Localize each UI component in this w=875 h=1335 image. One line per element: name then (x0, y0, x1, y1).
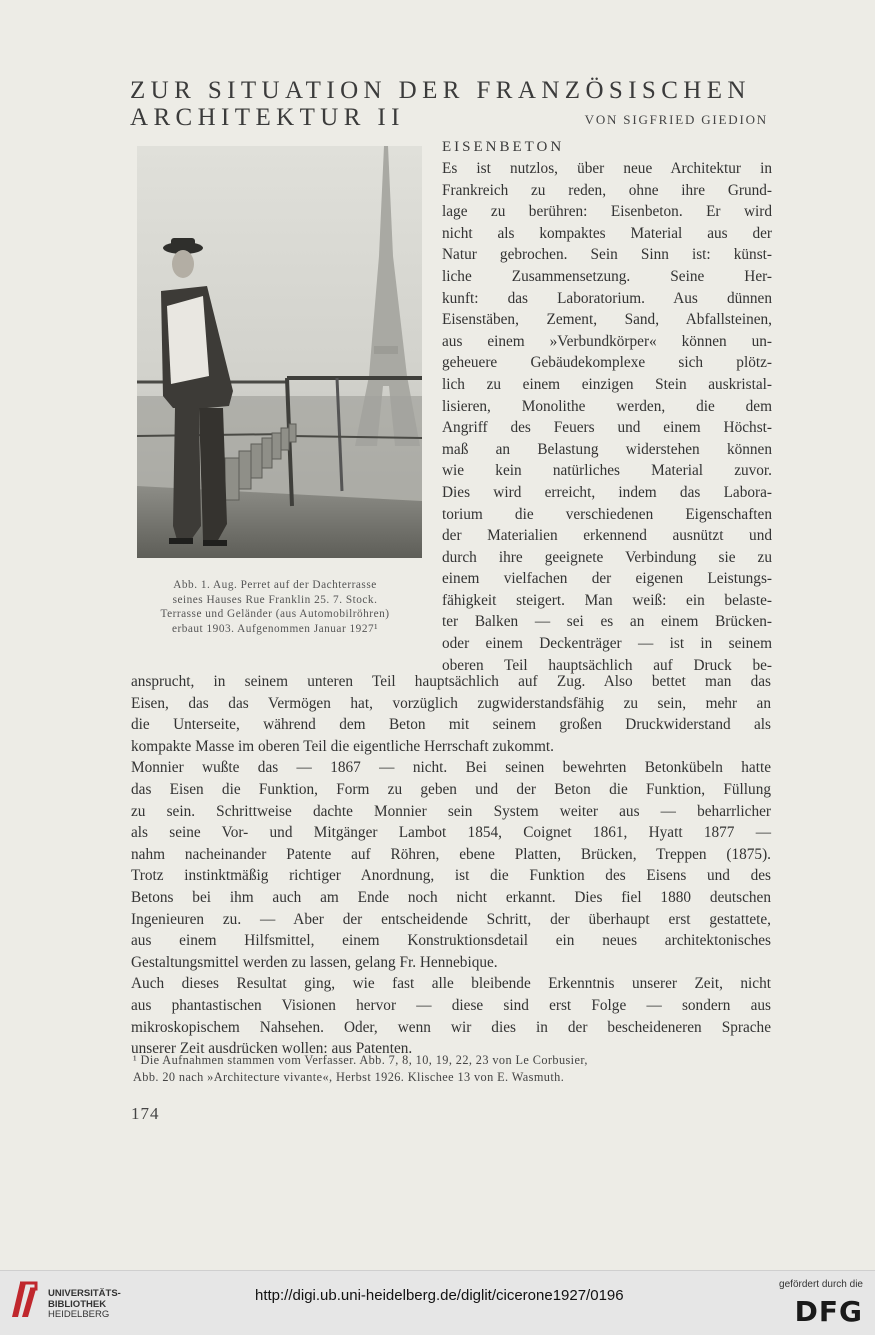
text-line: lage zu berühren: Eisenbeton. Er wird (442, 203, 772, 221)
text-line: Frankreich zu reden, ohne ihre Grund- (442, 181, 772, 199)
text-line: Gestaltungsmittel werden zu lassen, gelang Fr. Hennebique. (131, 953, 498, 971)
footnote-line: ¹ Die Aufnahmen stammen vom Verfasser. Abb. 7, 8, 10, 19, 22, 23 von Le Corbusier, (133, 1053, 588, 1067)
text-line: ansprucht, in seinem unteren Teil hauptsächlich auf Zug. Also bettet man das (131, 673, 771, 690)
section-heading: EISENBETON (442, 139, 565, 155)
text-line: Natur gebrochen. Sein Sinn ist: künst- (442, 246, 772, 264)
footnote (133, 1052, 773, 1085)
library-name-line2: BIBLIOTHEK (48, 1298, 107, 1310)
permalink-url[interactable]: http://digi.ub.uni-heidelberg.de/diglit/cicerone1927/0196 (255, 1287, 624, 1304)
text-line: Eisen, das das Vermögen hat, vorzüglich zugwiderstandsfähig zu sein, mehr an (131, 694, 771, 712)
text-line: der Materialien erkennend ausnützt und (442, 527, 772, 545)
text-line: aus einem »Verbundkörper« können un- (442, 332, 772, 350)
photo-perret-rooftop (137, 146, 422, 558)
caption-line: Terrasse und Geländer (aus Automobilröhren) (160, 608, 390, 621)
text-line: lich zu einem einzigen Stein auskristal- (442, 375, 772, 393)
text-line: maß an Belastung widerstehen können (442, 440, 772, 458)
right-column-text (442, 138, 772, 676)
text-line: einem vielfachen der eigenen Leistungs- (442, 570, 772, 588)
text-line: unserer Zeit ausdrücken wollen: aus Patenten. (131, 1040, 413, 1058)
text-line: ter Balken — sei es an einem Brücken- (442, 613, 772, 631)
university-library-logo-icon[interactable] (10, 1279, 40, 1319)
text-line: Dies wird erreicht, indem das Labora- (442, 483, 772, 501)
figure-caption (120, 578, 430, 636)
funding-label: gefördert durch die (779, 1279, 863, 1290)
text-line: kompakte Masse im oberen Teil die eigentliche Herrschaft zukommt. (131, 737, 555, 755)
text-line: aus phantastischen Visionen hervor — diese sind erst Folge — sondern aus (131, 996, 771, 1014)
article-title-line2: ARCHITEKTUR II (130, 104, 405, 131)
full-width-text (131, 671, 771, 1060)
text-line: durch ihre geeignete Verbindung sie zu (442, 548, 772, 566)
text-line: aus einem Hilfsmittel, einem Konstruktionsdetail ein neues architektonisches (131, 932, 771, 950)
text-line: mikroskopischem Nahsehen. Oder, wenn wir dies in der bescheideneren Sprache (131, 1018, 771, 1036)
library-name-line1: UNIVERSITÄTS- (48, 1288, 121, 1299)
article-title-line1: ZUR SITUATION DER FRANZÖSISCHEN (130, 77, 751, 104)
text-line: Eisenstäben, Zement, Sand, Abfallsteinen, (442, 311, 772, 329)
text-line: oberen Teil hauptsächlich auf Druck be- (442, 656, 772, 674)
text-line: Monnier wußte das — 1867 — nicht. Bei seinen bewehrten Betonkübeln hatte (131, 759, 771, 777)
caption-line: Abb. 1. Aug. Perret auf der Dachterrasse (173, 579, 377, 591)
text-line: Es ist nutzlos, über neue Architektur in (442, 160, 772, 177)
footnote-line: Abb. 20 nach »Architecture vivante«, Herbst 1926. Klischee 13 von E. Wasmuth. (133, 1069, 565, 1084)
text-line: liche Zusammensetzung. Seine Her- (442, 267, 772, 285)
text-line: kunft: das Laboratorium. Aus dünnen (442, 289, 772, 307)
text-line: Angriff des Feuers und einem Höchst- (442, 419, 772, 437)
title-row2 (130, 104, 770, 132)
page-number: 174 (131, 1104, 160, 1123)
text-line: lisieren, Monolithe werden, die dem (442, 397, 772, 415)
text-line: Auch dieses Resultat ging, wie fast alle bleibende Erkenntnis unserer Zeit, nicht (131, 975, 771, 993)
text-line: fähigkeit steigert. Man weiß: ein belaste- (442, 591, 772, 609)
text-line: Ingenieuren zu. — Aber der entscheidende Schritt, der überhaupt erst gestattete, (131, 910, 771, 928)
library-name-line3: HEIDELBERG (48, 1309, 110, 1320)
text-line: geheuere Gebäudekomplexe sich plötz- (442, 354, 772, 372)
viewer-footer (0, 1270, 875, 1335)
text-line: das Eisen die Funktion, Form zu geben und der Beton die Funktion, Füllung (131, 780, 771, 798)
text-line: torium die verschiedenen Eigenschaften (442, 505, 772, 523)
dfg-logo-icon[interactable]: DFG (794, 1295, 863, 1328)
text-line: zu sein. Schrittweise dachte Monnier sein System weiter aus — beharrlicher (131, 802, 771, 820)
text-line: Trotz instinktmäßig richtiger Anordnung, ist die Funktion des Eisens und des (131, 867, 771, 885)
text-line: Betons bei ihm auch am Ende noch nicht erkannt. Dies fiel 1880 deutschen (131, 888, 771, 906)
text-line: oder einem Deckenträger — ist in seinem (442, 635, 772, 653)
text-line: wie kein natürliches Material zuvor. (442, 462, 772, 480)
library-name[interactable] (48, 1289, 121, 1321)
text-line: die Unterseite, während dem Beton mit seinem großen Druckwiderstand als (131, 716, 771, 734)
article-author: VON SIGFRIED GIEDION (584, 112, 768, 127)
caption-line: seines Hauses Rue Franklin 25. 7. Stock. (172, 593, 378, 606)
text-line: nicht als kompaktes Material aus der (442, 224, 772, 242)
text-line: nahm nacheinander Patente auf Röhren, ebene Platten, Brücken, Treppen (1875). (131, 845, 771, 863)
text-line: als seine Vor- und Mitgänger Lambot 1854, Coignet 1861, Hyatt 1877 — (131, 824, 771, 842)
caption-line: erbaut 1903. Aufgenommen Januar 1927¹ (171, 622, 379, 635)
